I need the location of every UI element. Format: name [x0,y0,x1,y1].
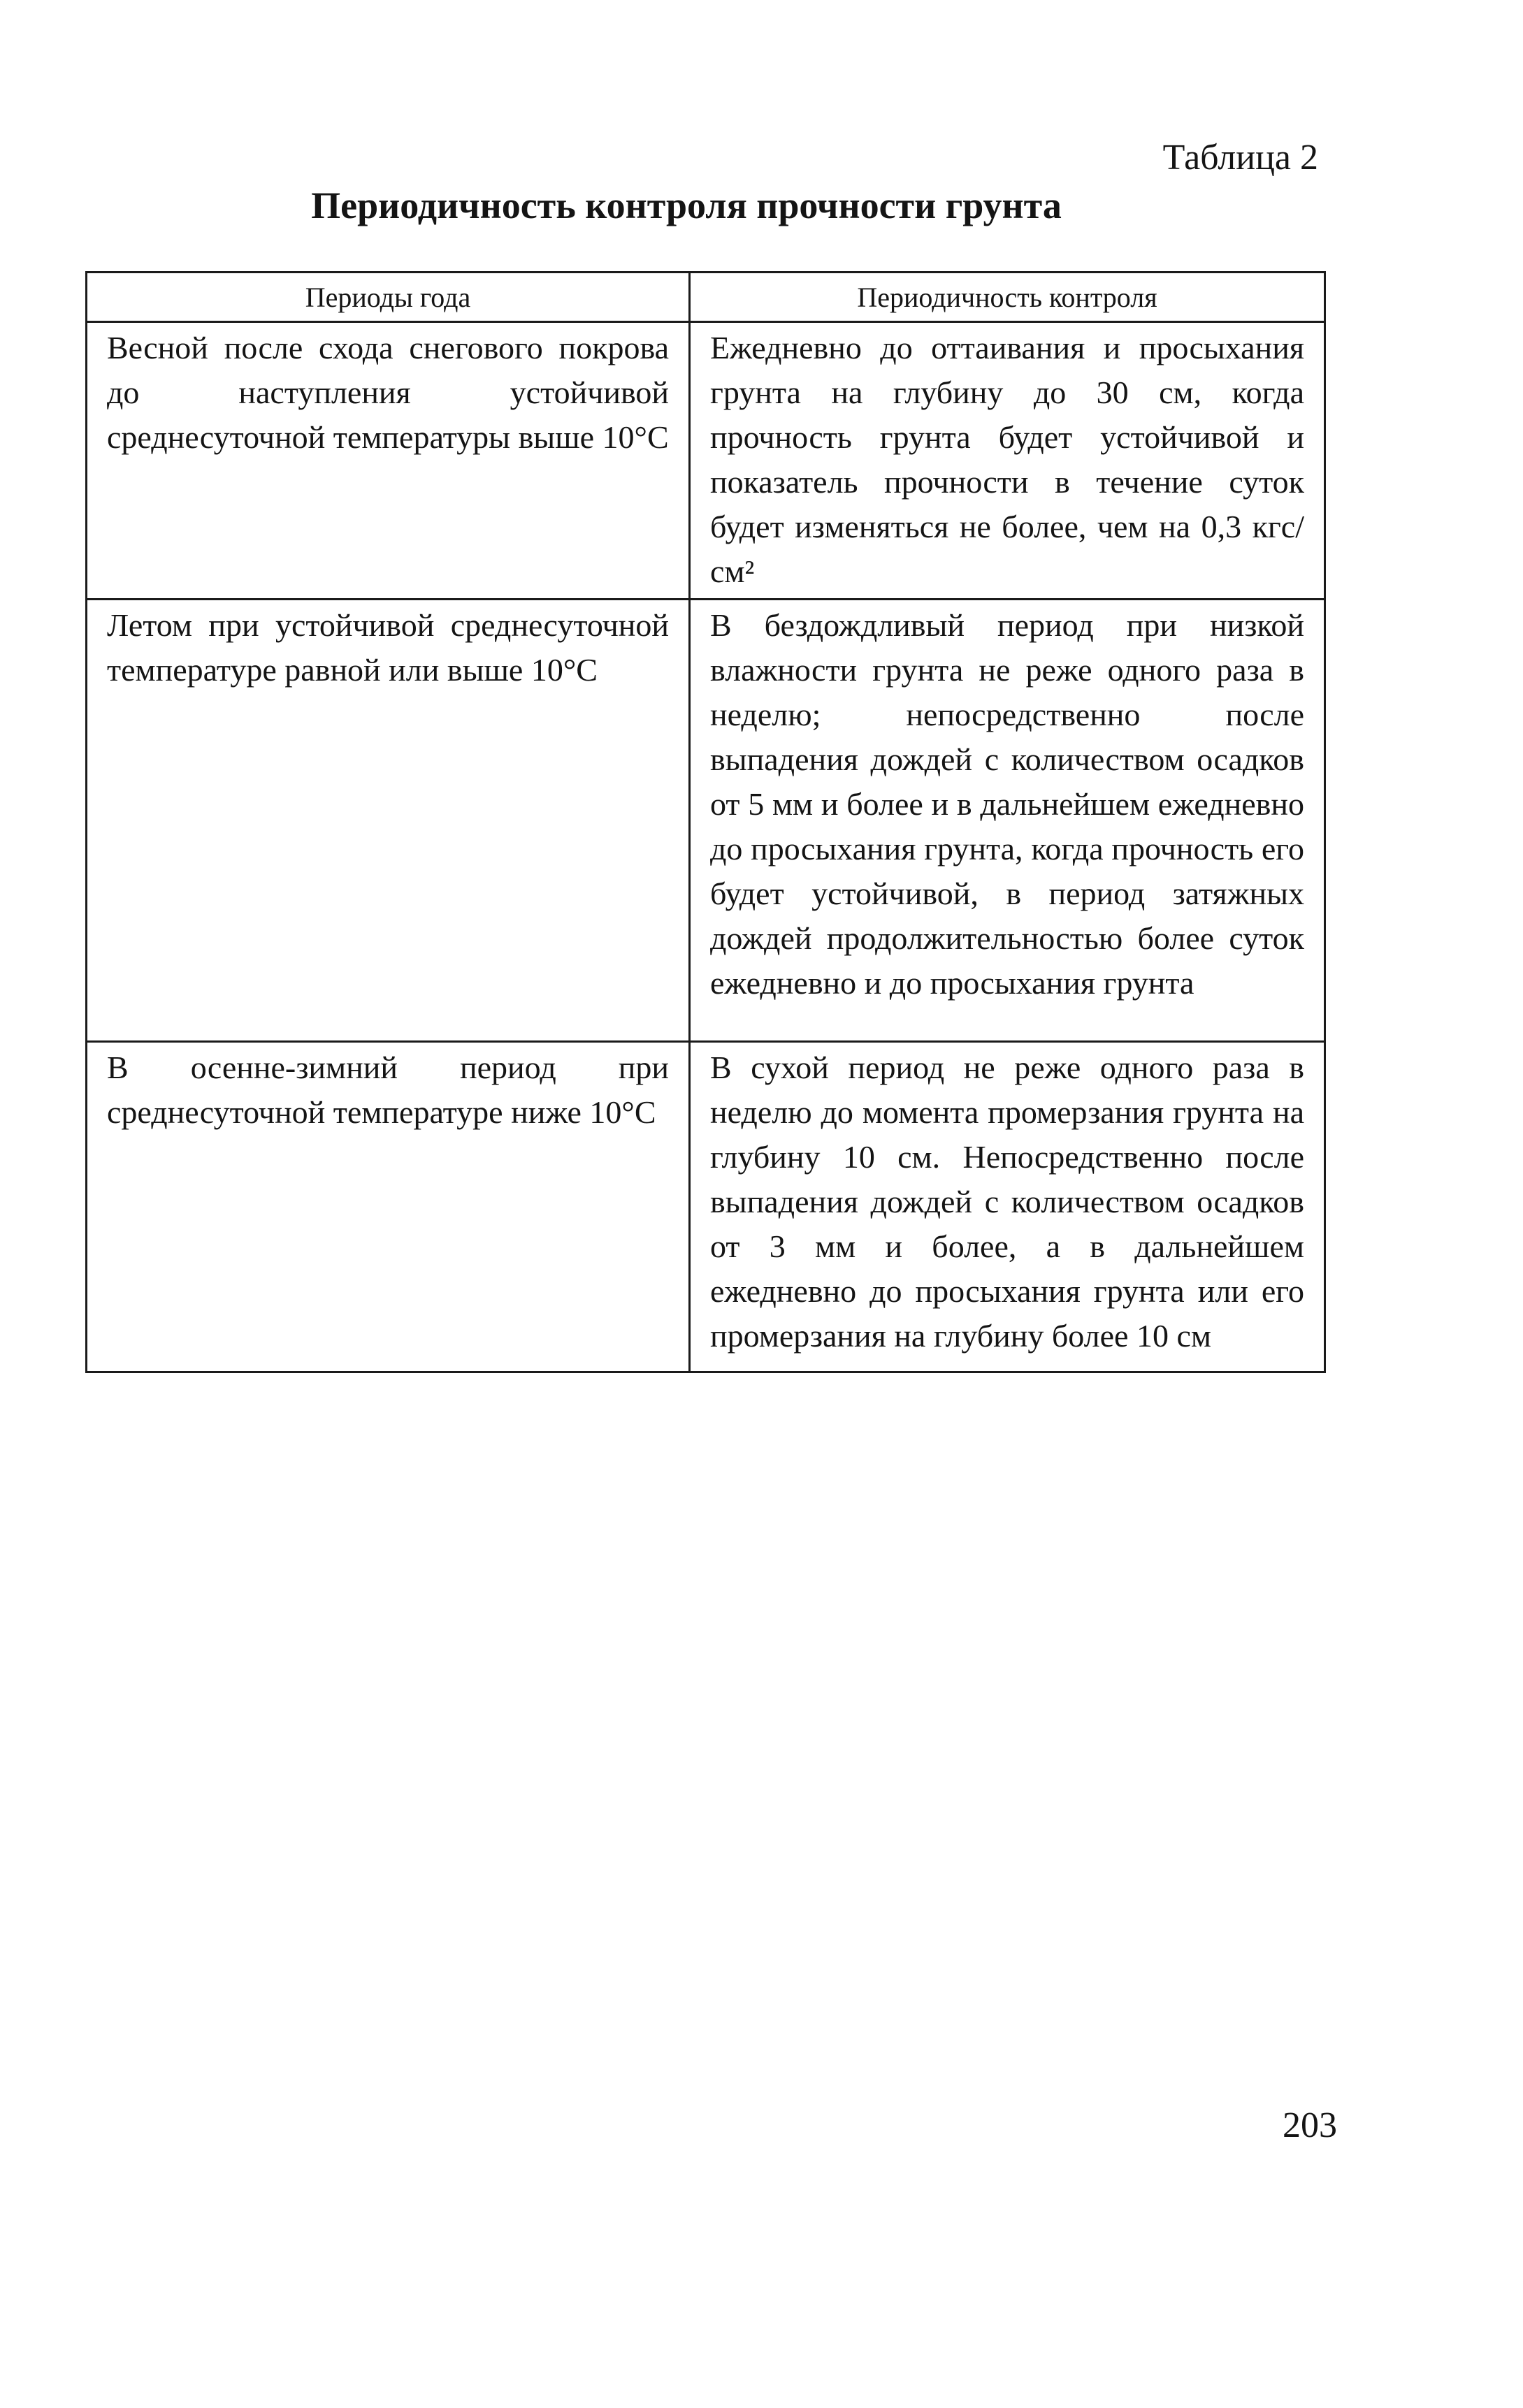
page-number: 203 [1283,2105,1337,2145]
table-header-row [87,273,1325,322]
column-header-periods: Периоды года [87,273,690,322]
cell-period-summer: Летом при устойчивой среднесуточной температуре равной или выше 10°С [87,600,690,1042]
page-title: Периодичность контроля прочности грунта [311,184,1062,226]
periodicity-table [85,271,1326,1373]
table-row [87,600,1325,1042]
cell-period-spring: Весной после схода снегового покрова до наступления устойчивой среднесуточной температуры выше 10°С [87,322,690,600]
table-label: Таблица 2 [1162,138,1318,177]
cell-control-spring: Ежедневно до оттаивания и просыхания грунта на глубину до 30 см, когда прочность грунта будет устойчивой и показатель прочности в течение суток будет изменяться не более, чем на 0,3 кгс/см² [690,322,1325,600]
column-header-control: Периодичность контроля [690,273,1325,322]
cell-period-autumn-winter: В осенне-зимний период при среднесуточной температуре ниже 10°С [87,1042,690,1372]
table-row [87,1042,1325,1372]
cell-control-autumn-winter: В сухой период не реже одного раза в неделю до момента промерзания грунта на глубину 10 см. Непосредственно после выпадения дождей с количеством осадков от 3 мм и более, а в дальнейшем ежедневно до просыхания грунта или его промерзания на глубину более 10 см [690,1042,1325,1372]
table-row [87,322,1325,600]
cell-control-summer: В бездождливый период при низкой влажности грунта не реже одного раза в неделю; непосредственно после выпадения дождей с количеством осадков от 5 мм и более и в дальнейшем ежедневно до просыхания грунта, когда прочность его будет устойчивой, в период затяжных дождей продолжительностью более суток ежедневно и до просыхания грунта [690,600,1325,1042]
